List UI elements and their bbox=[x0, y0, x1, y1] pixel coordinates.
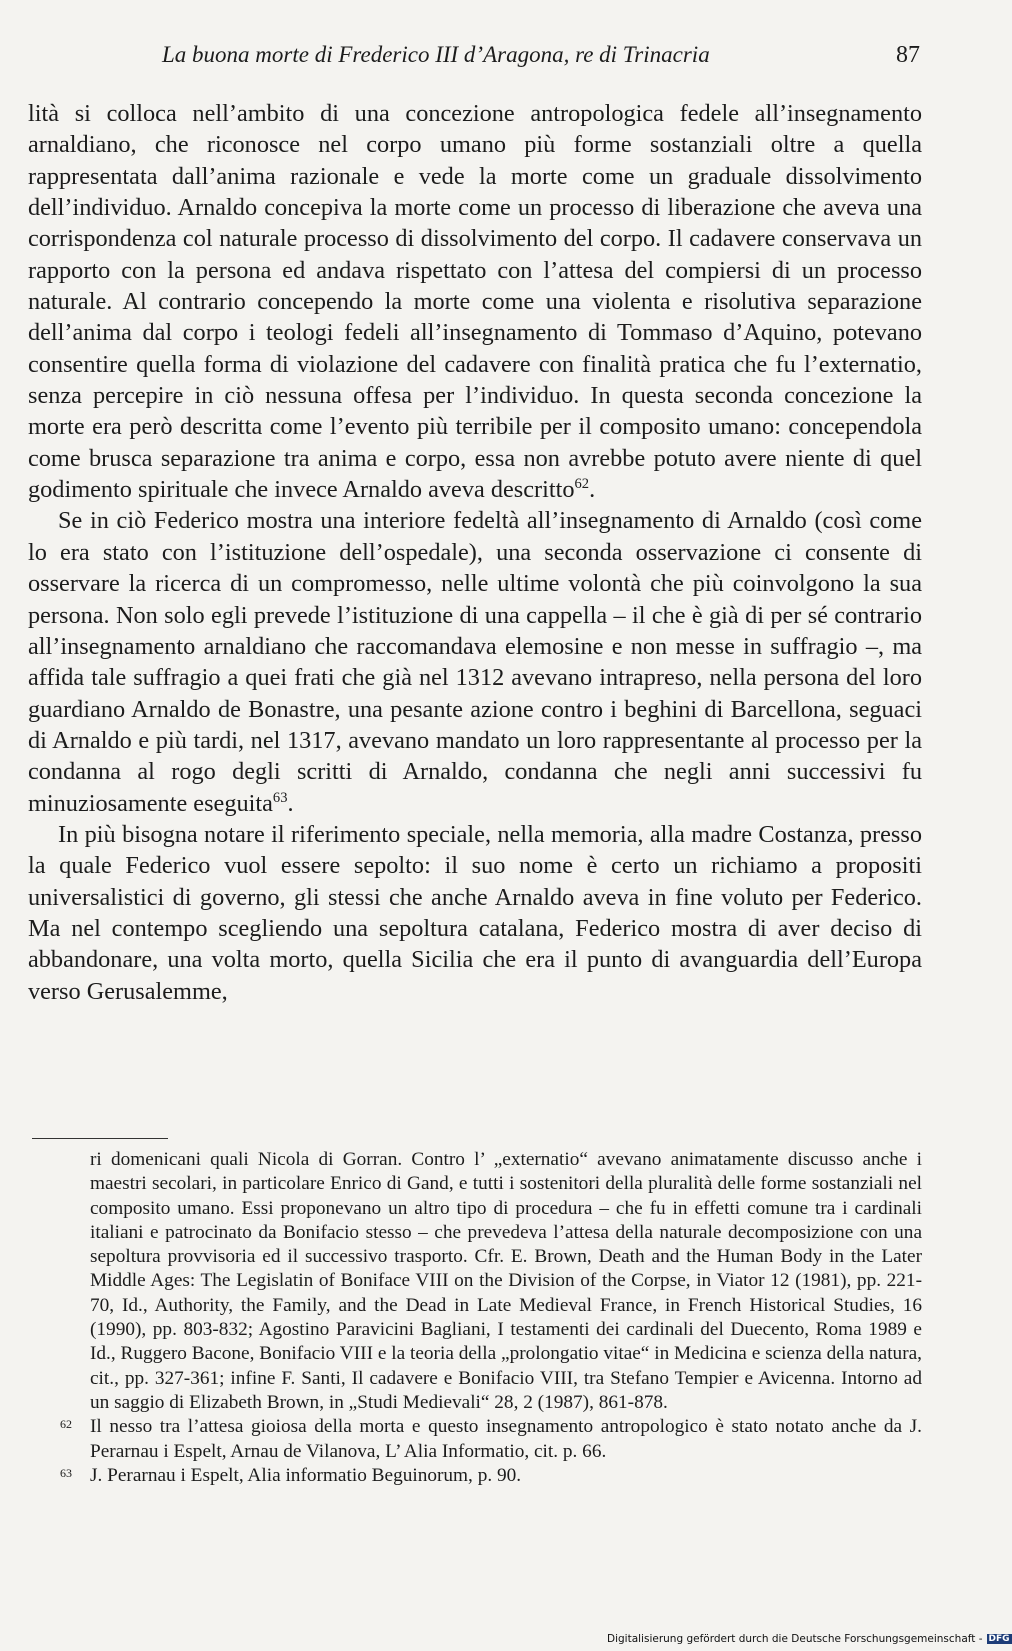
footnote-text: Il nesso tra l’attesa gioiosa della morta e questo insegnamento antropologico è stato notato anche da J. Perarnau i Espelt, Arnau de Vilanova, L’ Alia Informatio, cit. p. 66. bbox=[90, 1416, 922, 1462]
footnotes bbox=[28, 1148, 922, 1488]
footnote-continuation: ri domenicani quali Nicola di Gorran. Contro l’ „externatio“ avevano animatamente discusso anche i maestri secolari, in particolare Enrico di Gand, e tutti i sostenitori della pluralità delle forme sostanziali nel composito umano. Essi proponevano un altro tipo di procedura – che fu in effetti comune tra i cardinali italiani e patrocinato da Bonifacio stesso – che prevedeva l’attesa della naturale decomposizione con una sepoltura provvisoria ed il successivo trasporto. Cfr. E. Brown, Death and the Human Body in the Later Middle Ages: The Legislatin of Boniface VIII on the Division of the Corpse, in Viator 12 (1981), pp. 221-70, Id., Authority, the Family, and the Dead in Late Medieval France, in French Historical Studies, 16 (1990), pp. 803-832; Agostino Paravicini Bagliani, I testamenti dei cardinali del Duecento, Roma 1989 e Id., Ruggero Bacone, Bonifacio VIII e la teoria della „prolongatio vitae“ in Medicina e scienza della natura, cit., pp. 327-361; infine F. Santi, Il cadavere e Bonifacio VIII, tra Stefano Tempier e Avicenna. Intorno ad un saggio di Elizabeth Brown, in „Studi Medievali“ 28, 2 (1987), 861-878. bbox=[90, 1149, 922, 1413]
digitization-credit bbox=[607, 1633, 1012, 1645]
footnote-number: 63 bbox=[60, 1465, 72, 1480]
paragraph-1 bbox=[28, 98, 922, 505]
running-title: La buona morte di Frederico III d’Aragona, re di Trinacria bbox=[162, 42, 710, 67]
footnote-ref-63: 63 bbox=[272, 789, 288, 806]
page-number: 87 bbox=[896, 42, 920, 68]
paragraph-2 bbox=[28, 505, 922, 818]
footnote-number: 62 bbox=[60, 1417, 72, 1432]
paragraph-1-end: . bbox=[589, 476, 596, 504]
paragraph-1-text: lità si colloca nell’ambito di una concezione antropologica fedele all’insegnamento arnaldiano, che riconosce nel corpo umano più forme sostanziali oltre a quella rappresentata dall’anima razionale e vede la morte come un graduale dissolvimento dell’individuo. Arnaldo concepiva la morte come un processo di liberazione che aveva una corrispondenza col naturale processo di dissolvimento del corpo. Il cadavere conservava un rapporto con la persona ed andava rispettato con l’attesa del compiersi di un processo naturale. Al contrario concependo la morte come una violenta e risolutiva separazione dell’anima dal corpo i teologi fedeli all’insegnamento di Tommaso d’Aquino, potevano consentire quella forma di violazione del cadavere con finalità pratica che fu l’externatio, senza percepire in ciò nessuna offesa per l’individuo. In questa seconda concezione la morte era però descritta come l’evento più terribile per il composito umano: concependola come brusca separazione tra anima e corpo, essa non avrebbe potuto avere niente di quel godimento spirituale che invece Arnaldo aveva descritto bbox=[28, 100, 922, 504]
running-header bbox=[0, 42, 1000, 82]
paragraph-2-text: Se in ciò Federico mostra una interiore fedeltà all’insegnamento di Arnaldo (così come lo era stato con l’istituzione dell’ospedale), una seconda osservazione ci consente di osservare la ricerca di un compromesso, nelle ultime volontà che più coinvolgono la sua persona. Non solo egli prevede l’istituzione di una cappella – il che è già di per sé contrario all’insegnamento arnaldiano che raccomandava elemosine e non messe in suffragio –, ma affida tale suffragio a quei frati che già nel 1312 avevano intrapreso, nella persona del loro guardiano Arnaldo de Bonastre, una pesante azione contro i beghini di Barcellona, seguaci di Arnaldo e più tardi, nel 1317, avevano mandato un loro rappresentante al processo per la condanna al rogo degli scritti di Arnaldo, condanna che negli anni successivi fu minuziosamente eseguita bbox=[28, 507, 922, 817]
dfg-logo: DFG bbox=[988, 1634, 1010, 1644]
footnote-separator bbox=[32, 1138, 168, 1139]
paragraph-2-end: . bbox=[287, 789, 294, 817]
credit-text: Digitalisierung gefördert durch die Deutsche Forschungsgemeinschaft - bbox=[607, 1633, 983, 1645]
footnote-ref-62: 62 bbox=[574, 476, 590, 493]
footnote-62 bbox=[60, 1415, 922, 1464]
footnote-63 bbox=[60, 1464, 922, 1488]
footnote-text: J. Perarnau i Espelt, Alia informatio Beguinorum, p. 90. bbox=[90, 1464, 522, 1486]
paragraph-3: In più bisogna notare il riferimento speciale, nella memoria, alla madre Costanza, presso la quale Federico vuol essere sepolto: il suo nome è certo un richiamo a propositi universalistici di governo, gli stessi che anche Arnaldo aveva in fine voluto per Federico. Ma nel contempo scegliendo una sepoltura catalana, Federico mostra di aver deciso di abbandonare, una volta morto, quella Sicilia che era il punto di avanguardia dell’Europa verso Gerusalemme, bbox=[28, 820, 922, 1005]
main-text bbox=[28, 98, 922, 1007]
